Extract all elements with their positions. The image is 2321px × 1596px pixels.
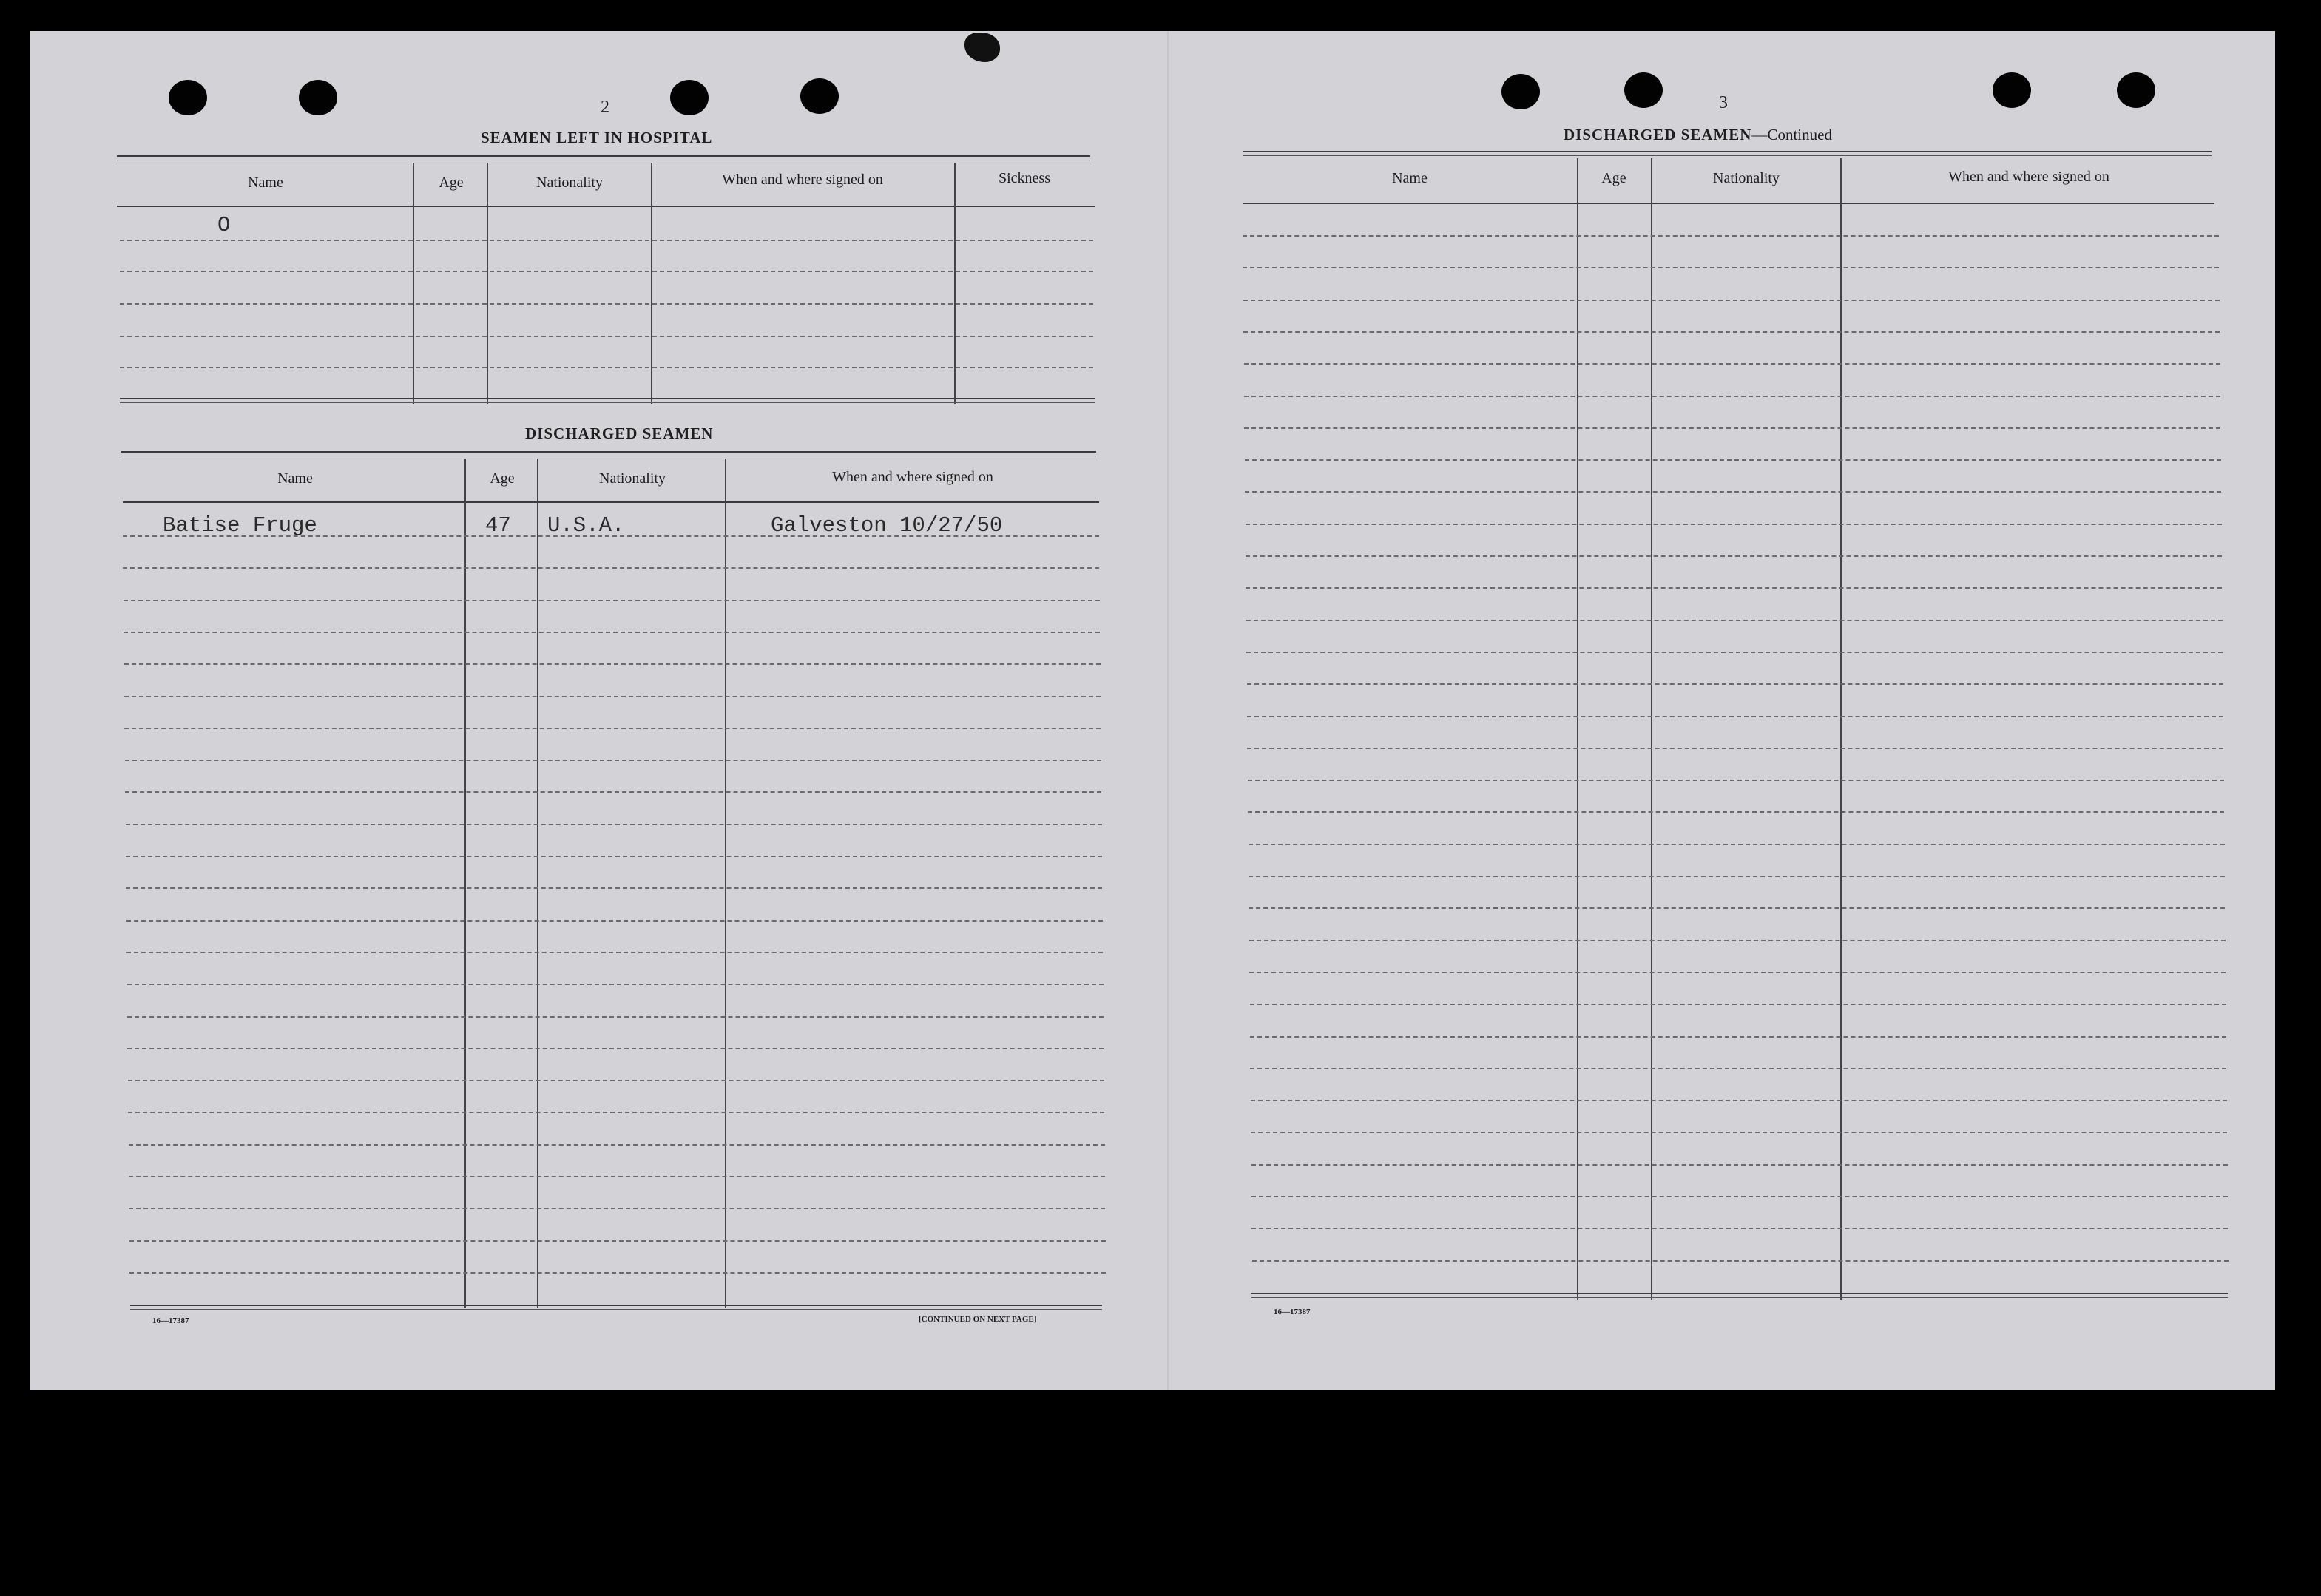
row-line (129, 1240, 1106, 1242)
row-line (1246, 524, 2222, 525)
row-line (125, 760, 1101, 761)
row-line (120, 303, 1093, 305)
punch-hole (299, 80, 337, 115)
table-bottom-rule (120, 402, 1095, 403)
col-nationality: Nationality (536, 175, 603, 191)
col-name: Name (1392, 170, 1428, 186)
punch-hole (2117, 72, 2155, 108)
table-top-rule (121, 451, 1096, 453)
table-bottom-rule (1251, 1297, 2228, 1298)
row-line (1251, 1132, 2227, 1133)
row-line (1250, 1036, 2226, 1038)
row-line (1251, 1100, 2227, 1101)
row-line (120, 367, 1093, 368)
col-nationality: Nationality (1713, 170, 1780, 186)
row-line (123, 567, 1099, 569)
form-number: 16—17387 (152, 1316, 189, 1325)
row-line (1249, 907, 2225, 909)
row-line (124, 663, 1101, 665)
column-divider (1651, 158, 1652, 1300)
row-line (127, 1016, 1104, 1018)
row-line (129, 1144, 1105, 1146)
table-top-rule (1243, 151, 2212, 152)
punch-hole (169, 80, 207, 115)
page-fold (1167, 31, 1169, 1390)
col-name: Name (277, 470, 313, 487)
punch-hole (800, 78, 839, 114)
row-line (1248, 811, 2224, 813)
col-when-where: When and where signed on (832, 469, 993, 485)
hospital-entry: O (217, 213, 231, 237)
row-line (1244, 427, 2220, 429)
row-line (129, 1272, 1106, 1274)
row-line (1252, 1260, 2229, 1262)
table-bottom-rule (120, 398, 1095, 399)
row-line (127, 984, 1104, 985)
row-line (124, 696, 1101, 697)
row-line (1251, 1228, 2228, 1229)
row-line (128, 1080, 1104, 1081)
page-number: 2 (601, 98, 609, 117)
row-line (1245, 459, 2221, 461)
row-line (1250, 1004, 2226, 1005)
table-top-rule (117, 155, 1090, 157)
row-line (1249, 972, 2226, 973)
row-line (120, 336, 1093, 337)
row-line (127, 1048, 1104, 1049)
title-suffix: —Continued (1751, 126, 1832, 143)
hospital-section-title: SEAMEN LEFT IN HOSPITAL (481, 129, 713, 146)
row-line (1249, 940, 2226, 941)
punch-hole (1624, 72, 1663, 108)
punch-hole (1993, 72, 2031, 108)
row-line (1248, 780, 2224, 781)
row-line (1250, 1068, 2226, 1069)
row-line (1247, 748, 2223, 749)
row-line (125, 791, 1101, 793)
row-line (126, 952, 1103, 953)
seaman-signed-on: Galveston 10/27/50 (771, 513, 1003, 538)
col-sickness: Sickness (999, 170, 1050, 186)
row-line (1249, 844, 2225, 845)
col-age: Age (1601, 170, 1626, 186)
col-age: Age (439, 175, 464, 191)
col-name: Name (248, 175, 283, 191)
col-nationality: Nationality (599, 470, 666, 487)
row-line (1249, 876, 2225, 877)
punch-hole (1501, 74, 1540, 109)
column-divider (1577, 158, 1578, 1300)
row-line (1245, 491, 2221, 493)
row-line (1246, 652, 2223, 653)
row-line (126, 887, 1102, 889)
row-line (1246, 587, 2222, 589)
row-line (1247, 683, 2223, 685)
row-line (129, 1176, 1105, 1177)
discharged-section-title: DISCHARGED SEAMEN (525, 425, 714, 442)
row-line (1246, 620, 2223, 621)
row-line (1244, 396, 2220, 397)
col-when-where: When and where signed on (1948, 169, 2109, 185)
continued-note: [CONTINUED ON NEXT PAGE] (919, 1315, 1037, 1324)
table-top-rule (1243, 155, 2212, 156)
column-divider (464, 459, 466, 1308)
row-line (126, 824, 1102, 825)
row-line (126, 920, 1103, 922)
row-line (124, 632, 1100, 633)
row-line (1246, 555, 2222, 557)
form-number: 16—17387 (1274, 1308, 1311, 1316)
seaman-nationality: U.S.A. (547, 513, 625, 538)
row-line (1251, 1164, 2228, 1166)
title-text: DISCHARGED SEAMEN (1564, 126, 1752, 143)
table-bottom-rule (130, 1309, 1102, 1310)
header-rule (1243, 203, 2214, 204)
table-bottom-rule (1251, 1293, 2228, 1294)
col-when-where: When and where signed on (722, 172, 883, 188)
table-bottom-rule (130, 1305, 1102, 1306)
row-line (1243, 300, 2220, 301)
row-line (120, 240, 1093, 241)
row-line (126, 856, 1102, 857)
punch-hole (670, 80, 709, 115)
row-line (124, 600, 1100, 601)
row-line (1244, 363, 2220, 365)
row-line (128, 1112, 1104, 1113)
discharged-continued-title (1564, 126, 1832, 144)
seaman-name: Batise Fruge (163, 513, 317, 538)
row-line (1243, 267, 2219, 268)
column-divider (1840, 158, 1842, 1300)
row-line (124, 728, 1101, 729)
row-line (129, 1208, 1105, 1209)
row-line (1243, 235, 2219, 237)
column-divider (537, 459, 538, 1308)
row-line (120, 271, 1093, 272)
row-line (1251, 1196, 2228, 1197)
column-divider (725, 459, 726, 1308)
page-number: 3 (1719, 93, 1728, 112)
header-rule (117, 206, 1095, 207)
seaman-age: 47 (485, 513, 511, 538)
row-line (1247, 716, 2223, 717)
col-age: Age (490, 470, 515, 487)
row-line (1243, 331, 2220, 333)
header-rule (123, 501, 1099, 503)
